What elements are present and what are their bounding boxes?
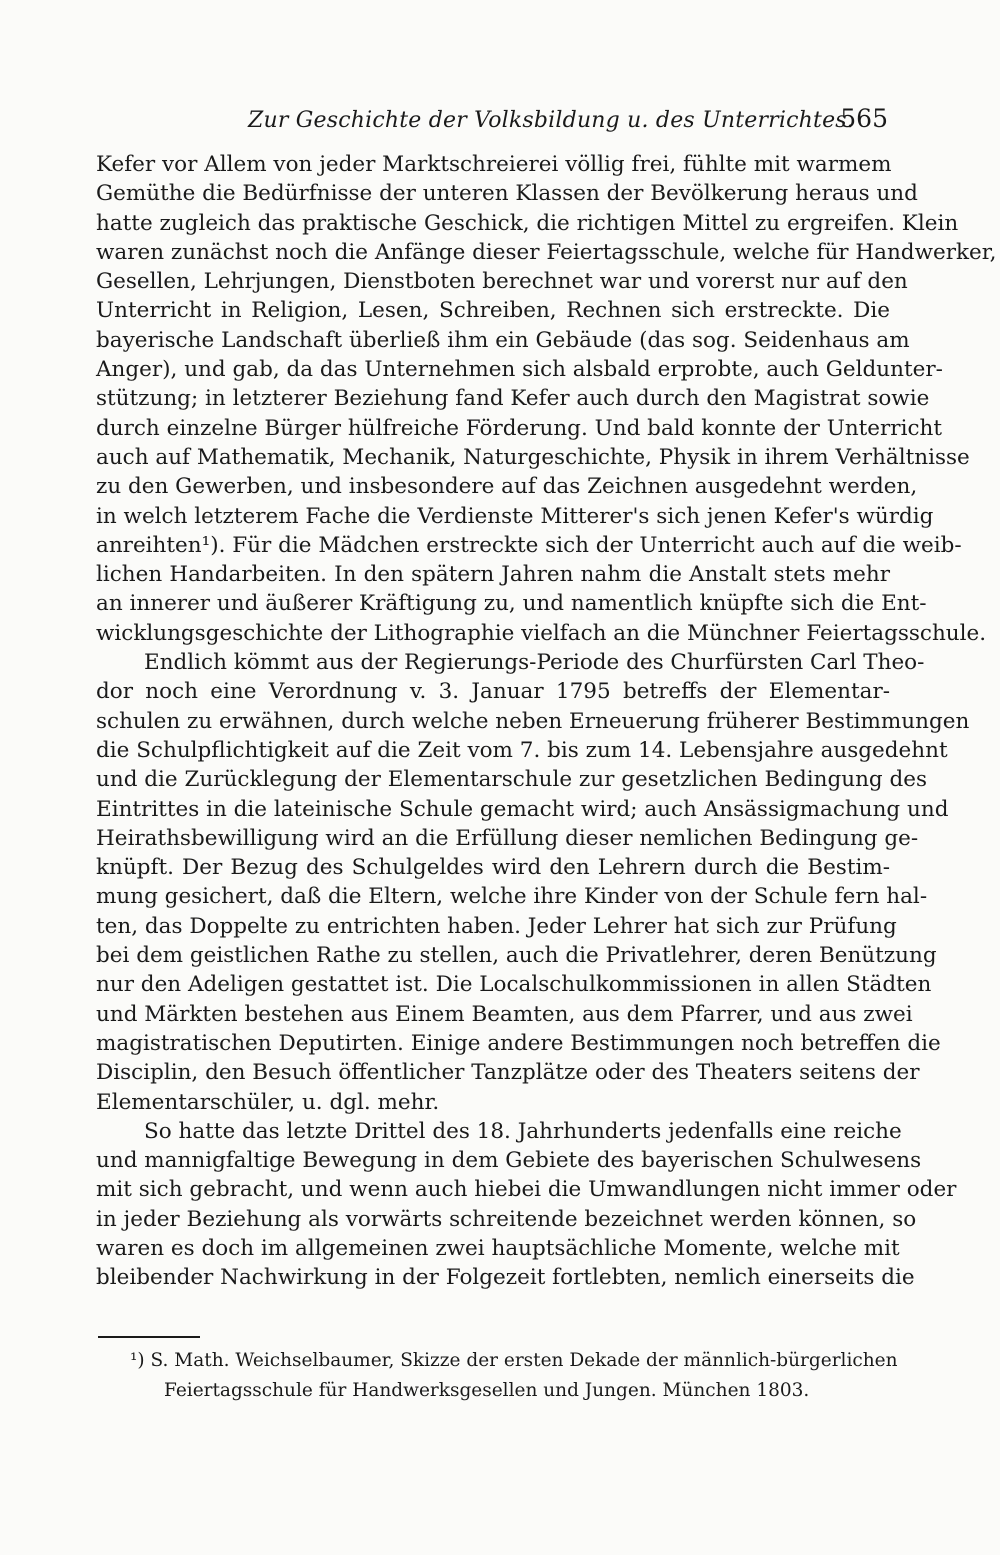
text-line: hatte zugleich das praktische Geschick, die richtigen Mittel zu ergreifen. Klein [96,210,959,236]
footnote-line: Feiertagsschule für Handwerksgesellen und Jungen. München 1803. [164,1380,810,1401]
text-line: Unterricht in Religion, Lesen, Schreiben, Rechnen sich erstreckte. Die [96,298,890,324]
text-line: und mannigfaltige Bewegung in dem Gebiete des bayerischen Schulwesens [96,1148,922,1174]
text-line: durch einzelne Bürger hülfreiche Förderung. Und bald konnte der Unterricht [96,415,942,441]
text-line: bayerische Landschaft überließ ihm ein Gebäude (das sog. Seidenhaus am [96,327,910,353]
text-line: und die Zurücklegung der Elementarschule zur gesetzlichen Bedingung des [96,767,928,793]
footnote [130,1346,898,1406]
text-line: waren zunächst noch die Anfänge dieser Feiertagsschule, welche für Handwerker, [96,239,997,265]
text-line: schulen zu erwähnen, durch welche neben Erneuerung früherer Bestimmungen [96,708,970,734]
text-line: dor noch eine Verordnung v. 3. Januar 1795 betreffs der Elementar- [96,679,890,705]
text-line: stützung; in letzterer Beziehung fand Kefer auch durch den Magistrat sowie [96,386,930,412]
paragraph-2 [96,648,970,1117]
text-line: und Märkten bestehen aus Einem Beamten, aus dem Pfarrer, und aus zwei [96,1001,913,1027]
text-line: knüpft. Der Bezug des Schulgeldes wird den Lehrern durch die Bestim- [96,855,890,881]
page-number: 565 [840,104,888,133]
text-line: Gemüthe die Bedürfnisse der unteren Klassen der Bevölkerung heraus und [96,181,918,207]
text-line: bei dem geistlichen Rathe zu stellen, auch die Privatlehrer, deren Benützung [96,943,937,969]
text-line: Kefer vor Allem von jeder Marktschreierei völlig frei, fühlte mit warmem [96,152,892,177]
text-line: mit sich gebracht, und wenn auch hiebei die Umwandlungen nicht immer oder [96,1177,957,1203]
text-line: Anger), und gab, da das Unternehmen sich alsbald erprobte, auch Geldunter- [96,357,943,383]
footnote-divider [98,1336,200,1338]
text-line: Disciplin, den Besuch öffentlicher Tanzplätze oder des Theaters seitens der [96,1060,920,1086]
text-line: in jeder Beziehung als vorwärts schreitende bezeichnet werden können, so [96,1206,917,1232]
paragraph-3 [96,1117,957,1293]
text-line: Elementarschüler, u. dgl. mehr. [96,1089,440,1115]
footnote-line: ¹) S. Math. Weichselbaumer, Skizze der ersten Dekade der männlich-bürgerlichen [130,1350,898,1371]
text-line: auch auf Mathematik, Mechanik, Naturgeschichte, Physik in ihrem Verhältnisse [96,444,970,470]
text-line: magistratischen Deputirten. Einige andere Bestimmungen noch betreffen die [96,1030,941,1056]
paragraph-1 [96,150,997,648]
text-line: Eintrittes in die lateinische Schule gemacht wird; auch Ansässigmachung und [96,796,949,822]
text-line: waren es doch im allgemeinen zwei hauptsächliche Momente, welche mit [96,1235,900,1261]
text-line: Endlich kömmt aus der Regierungs-Periode des Churfürsten Carl Theo- [144,650,925,676]
text-line: zu den Gewerben, und insbesondere auf das Zeichnen ausgedehnt werden, [96,474,918,500]
body-text [96,150,997,1293]
text-line: anreihten¹). Für die Mädchen erstreckte sich der Unterricht auch auf die weib- [96,532,962,558]
text-line: in welch letzterem Fache die Verdienste Mitterer's sich jenen Kefer's würdig [96,503,934,529]
text-line: ten, das Doppelte zu entrichten haben. Jeder Lehrer hat sich zur Prüfung [96,913,897,939]
text-line: lichen Handarbeiten. In den spätern Jahren nahm die Anstalt stets mehr [96,562,890,588]
text-line: bleibender Nachwirkung in der Folgezeit fortlebten, nemlich einerseits die [96,1265,915,1291]
text-line: Heirathsbewilligung wird an die Erfüllung dieser nemlichen Bedingung ge- [96,825,919,851]
text-line: Gesellen, Lehrjungen, Dienstboten berechnet war und vorerst nur auf den [96,269,908,295]
text-line: So hatte das letzte Drittel des 18. Jahrhunderts jedenfalls eine reiche [144,1118,902,1144]
text-line: an innerer und äußerer Kräftigung zu, und namentlich knüpfte sich die Ent- [96,591,927,617]
text-line: mung gesichert, daß die Eltern, welche ihre Kinder von der Schule fern hal- [96,884,928,910]
text-line: die Schulpflichtigkeit auf die Zeit vom 7. bis zum 14. Lebensjahre ausgedehnt [96,737,948,763]
running-title: Zur Geschichte der Volksbildung u. des Unterrichtes. [248,108,854,133]
text-line: wicklungsgeschichte der Lithographie vielfach an die Münchner Feiertagsschule. [96,620,987,646]
text-line: nur den Adeligen gestattet ist. Die Localschulkommissionen in allen Städten [96,972,932,998]
